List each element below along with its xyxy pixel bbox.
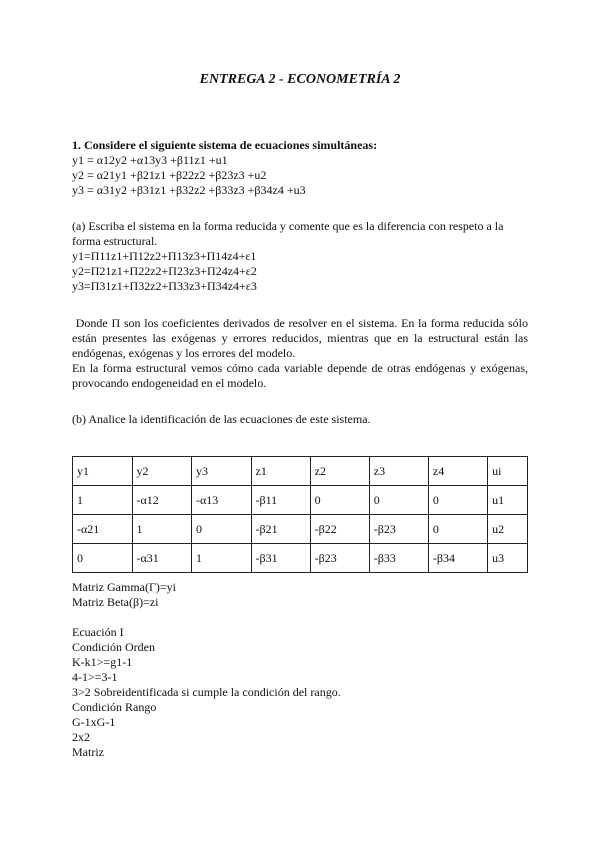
table-cell: -β31 xyxy=(251,544,310,573)
rank-condition-matrix: Matriz xyxy=(72,745,104,759)
reduced-equation-1: y1=Π11z1+Π12z2+Π13z3+Π14z4+ε1 xyxy=(72,249,257,263)
table-cell: y1 xyxy=(73,457,133,486)
order-condition-formula: K-k1>=g1-1 xyxy=(72,655,133,669)
structural-equation-2: y2 = α21y1 +β21z1 +β22z2 +β23z3 +u2 xyxy=(72,168,267,182)
table-cell: -β21 xyxy=(251,515,310,544)
table-cell: 0 xyxy=(310,486,369,515)
rank-condition-formula: G-1xG-1 xyxy=(72,715,116,729)
rank-condition-size: 2x2 xyxy=(72,730,90,744)
structural-equation-3: y3 = α31y2 +β31z1 +β32z2 +β33z3 +β34z4 +u3 xyxy=(72,183,306,197)
equation-heading: Ecuación I xyxy=(72,625,124,639)
table-cell: z3 xyxy=(369,457,428,486)
rank-condition-heading: Condición Rango xyxy=(72,700,157,714)
table-cell: -α21 xyxy=(73,515,133,544)
table-cell: u2 xyxy=(488,515,528,544)
part-a-prompt: (a) Escriba el sistema en la forma reducida y comente que es la diferencia con respeto a la forma estructural. xyxy=(72,219,504,248)
part-b xyxy=(72,412,528,427)
table-row xyxy=(73,515,528,544)
table-cell: -β23 xyxy=(369,515,428,544)
part-a xyxy=(72,219,528,294)
table-row xyxy=(73,544,528,573)
table-cell: 1 xyxy=(132,515,192,544)
order-condition-heading: Condición Orden xyxy=(72,640,155,654)
order-condition-values: 4-1>=3-1 xyxy=(72,670,118,684)
table-cell: u3 xyxy=(488,544,528,573)
document-title: ENTREGA 2 - ECONOMETRÍA 2 xyxy=(199,72,401,87)
table-cell: u1 xyxy=(488,486,528,515)
order-condition-result: 3>2 Sobreidentificada si cumple la condición del rango. xyxy=(72,685,341,699)
explanation-paragraph-2: En la forma estructural vemos cómo cada variable depende de otras endógenas y exógenas, provocando endogeneidad en el modelo. xyxy=(72,361,528,390)
coefficient-table xyxy=(72,456,528,573)
reduced-equation-3: y3=Π31z1+Π32z2+Π33z3+Π34z4+ε3 xyxy=(72,279,257,293)
structural-equation-1: y1 = α12y2 +α13y3 +β11z1 +u1 xyxy=(72,153,228,167)
identification-notes xyxy=(72,580,528,760)
reduced-equation-2: y2=Π21z1+Π22z2+Π23z3+Π24z4+ε2 xyxy=(72,264,257,278)
spacer xyxy=(72,610,528,625)
table-cell: 0 xyxy=(369,486,428,515)
table-cell: -α12 xyxy=(132,486,192,515)
table-cell: z1 xyxy=(251,457,310,486)
table-cell: -α31 xyxy=(132,544,192,573)
table-cell: 0 xyxy=(73,544,133,573)
explanation-paragraph-1: Donde Π son los coeficientes derivados de resolver en el sistema. En la forma reducida sólo están presentes las exógenas y errores reducidos, mientras que en la estructural están las endógenas, exógenas y los errores del modelo. xyxy=(72,316,532,360)
gamma-matrix-note: Matriz Gamma(Γ)=yi xyxy=(72,580,177,594)
table-cell: 1 xyxy=(192,544,252,573)
table-cell: z2 xyxy=(310,457,369,486)
table-cell: -β11 xyxy=(251,486,310,515)
table-cell: -α13 xyxy=(192,486,252,515)
table-cell: 0 xyxy=(428,486,487,515)
table-cell: 0 xyxy=(428,515,487,544)
table-cell: -β33 xyxy=(369,544,428,573)
table-cell: z4 xyxy=(428,457,487,486)
table-header-row xyxy=(73,457,528,486)
part-b-prompt: (b) Analice la identificación de las ecuaciones de este sistema. xyxy=(72,412,371,426)
table-cell: -β34 xyxy=(428,544,487,573)
table-cell: 0 xyxy=(192,515,252,544)
beta-matrix-note: Matriz Beta(β)=zi xyxy=(72,595,159,609)
question-1 xyxy=(72,138,528,198)
table-cell: ui xyxy=(488,457,528,486)
table-cell: -β22 xyxy=(310,515,369,544)
table-cell: y2 xyxy=(132,457,192,486)
question-1-heading: 1. Considere el siguiente sistema de ecuaciones simultáneas: xyxy=(72,138,378,152)
part-a-explanation xyxy=(72,316,532,391)
table-cell: 1 xyxy=(73,486,133,515)
table-cell: y3 xyxy=(192,457,252,486)
table-row xyxy=(73,486,528,515)
table-cell: -β23 xyxy=(310,544,369,573)
